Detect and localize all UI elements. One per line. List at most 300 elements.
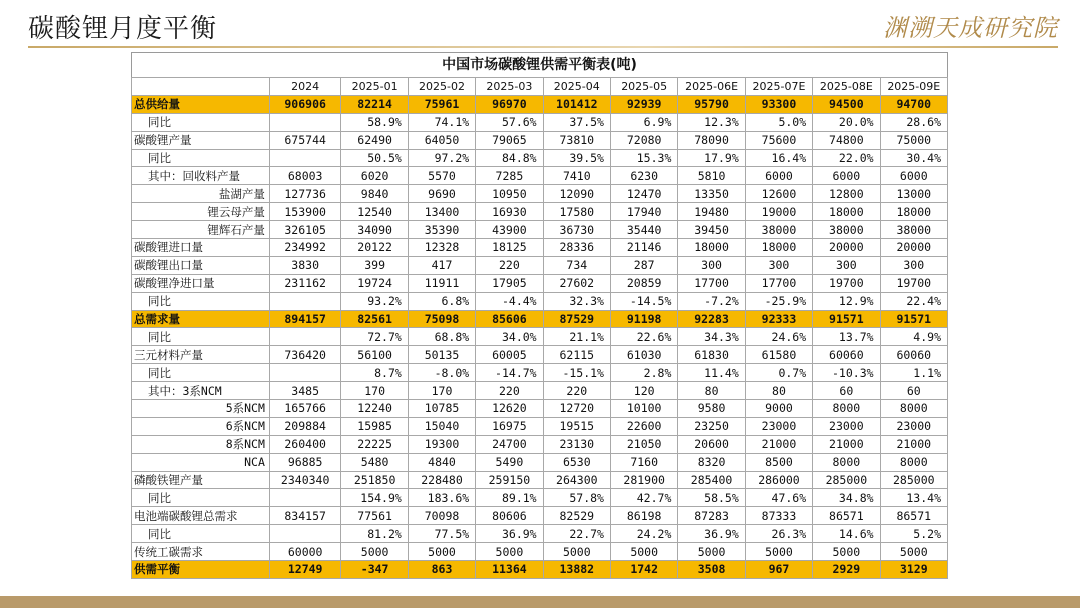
data-cell: -8.0%: [408, 364, 475, 382]
data-cell: 12470: [610, 185, 677, 203]
data-cell: 19515: [543, 417, 610, 435]
data-cell: 7160: [610, 453, 677, 471]
data-cell: 19724: [341, 274, 408, 292]
table-row-total: [132, 561, 948, 579]
data-cell: 75098: [408, 310, 475, 328]
data-cell: 35440: [610, 221, 677, 239]
table-row: [132, 292, 948, 310]
data-cell: 1.1%: [880, 364, 947, 382]
data-cell: 5000: [880, 543, 947, 561]
data-cell: 8000: [880, 400, 947, 418]
data-cell: 23000: [745, 417, 812, 435]
row-label: 电池端碳酸锂总需求: [132, 507, 270, 525]
data-cell: 5490: [476, 453, 543, 471]
data-cell: 260400: [269, 435, 341, 453]
data-cell: 14.6%: [813, 525, 880, 543]
data-cell: 20000: [813, 239, 880, 257]
data-cell: 675744: [269, 131, 341, 149]
data-cell: 8320: [678, 453, 745, 471]
data-cell: 92333: [745, 310, 812, 328]
data-cell: 5000: [476, 543, 543, 561]
data-cell: 19480: [678, 203, 745, 221]
data-cell: 39450: [678, 221, 745, 239]
row-label: 其中：回收料产量: [132, 167, 270, 185]
data-cell: 21000: [745, 435, 812, 453]
header-cell-label: [132, 78, 270, 96]
row-label: 碳酸锂净进口量: [132, 274, 270, 292]
data-cell: 34.0%: [476, 328, 543, 346]
data-cell: 16.4%: [745, 149, 812, 167]
table-row: [132, 417, 948, 435]
row-label: 锂辉石产量: [132, 221, 270, 239]
data-cell: 91571: [813, 310, 880, 328]
data-cell: 17700: [745, 274, 812, 292]
row-label: 同比: [132, 292, 270, 310]
data-cell: 209884: [269, 417, 341, 435]
data-cell: 95790: [678, 95, 745, 113]
data-cell: 85606: [476, 310, 543, 328]
page-title: 碳酸锂月度平衡: [28, 14, 218, 44]
data-cell: 20859: [610, 274, 677, 292]
data-cell: 12.3%: [678, 113, 745, 131]
data-cell: 251850: [341, 471, 408, 489]
data-cell: 60: [880, 382, 947, 400]
data-cell: 7410: [543, 167, 610, 185]
data-cell: 60060: [813, 346, 880, 364]
data-cell: 231162: [269, 274, 341, 292]
data-cell: 5000: [813, 543, 880, 561]
data-cell: -15.1%: [543, 364, 610, 382]
data-cell: 11.4%: [678, 364, 745, 382]
data-cell: 38000: [813, 221, 880, 239]
data-cell: 93.2%: [341, 292, 408, 310]
data-cell: 61830: [678, 346, 745, 364]
data-cell: 3508: [678, 561, 745, 579]
data-cell: 736420: [269, 346, 341, 364]
data-cell: 16975: [476, 417, 543, 435]
header-cell-period: 2025-04: [543, 78, 610, 96]
data-cell: 13350: [678, 185, 745, 203]
data-cell: 6000: [813, 167, 880, 185]
data-cell: 9690: [408, 185, 475, 203]
data-cell: 12720: [543, 400, 610, 418]
data-cell: 5.0%: [745, 113, 812, 131]
table-row-total: [132, 310, 948, 328]
table-row: [132, 131, 948, 149]
data-cell: 264300: [543, 471, 610, 489]
data-cell: 6000: [745, 167, 812, 185]
table-row-total: [132, 95, 948, 113]
data-cell: 22.6%: [610, 328, 677, 346]
data-cell: 734: [543, 256, 610, 274]
data-cell: 56100: [341, 346, 408, 364]
data-cell: 78090: [678, 131, 745, 149]
data-cell: 300: [678, 256, 745, 274]
table-row: [132, 274, 948, 292]
data-cell: 5000: [543, 543, 610, 561]
table-row: [132, 167, 948, 185]
data-cell: 17580: [543, 203, 610, 221]
data-cell: 15.3%: [610, 149, 677, 167]
data-cell: 27602: [543, 274, 610, 292]
data-cell: 6530: [543, 453, 610, 471]
data-cell: 18000: [813, 203, 880, 221]
data-cell: -7.2%: [678, 292, 745, 310]
data-cell: 82214: [341, 95, 408, 113]
row-label: 磷酸铁锂产量: [132, 471, 270, 489]
data-cell: 12328: [408, 239, 475, 257]
data-cell: [269, 525, 341, 543]
data-cell: 286000: [745, 471, 812, 489]
header-cell-period: 2025-07E: [745, 78, 812, 96]
header-cell-period: 2024: [269, 78, 341, 96]
data-cell: 36730: [543, 221, 610, 239]
header-cell-period: 2025-01: [341, 78, 408, 96]
header-cell-period: 2025-02: [408, 78, 475, 96]
table-row: [132, 435, 948, 453]
table-row: [132, 471, 948, 489]
data-cell: 58.5%: [678, 489, 745, 507]
data-cell: 74800: [813, 131, 880, 149]
data-cell: 92939: [610, 95, 677, 113]
data-cell: 16930: [476, 203, 543, 221]
data-cell: 170: [341, 382, 408, 400]
data-cell: 21000: [813, 435, 880, 453]
data-cell: 8000: [813, 400, 880, 418]
table-row: [132, 185, 948, 203]
data-cell: 300: [813, 256, 880, 274]
data-cell: 906906: [269, 95, 341, 113]
data-cell: 26.3%: [745, 525, 812, 543]
data-cell: 96885: [269, 453, 341, 471]
header-cell-period: 2025-09E: [880, 78, 947, 96]
data-cell: 234992: [269, 239, 341, 257]
data-cell: 17.9%: [678, 149, 745, 167]
table-row: [132, 149, 948, 167]
data-cell: 22225: [341, 435, 408, 453]
brand-logo: 渊溯天成研究院: [883, 14, 1058, 42]
data-cell: 20.0%: [813, 113, 880, 131]
data-cell: 153900: [269, 203, 341, 221]
data-cell: 74.1%: [408, 113, 475, 131]
data-cell: 285000: [880, 471, 947, 489]
data-cell: 94700: [880, 95, 947, 113]
table-title: 中国市场碳酸锂供需平衡表(吨): [131, 52, 948, 77]
data-cell: 75961: [408, 95, 475, 113]
data-cell: 10785: [408, 400, 475, 418]
row-label: 供需平衡: [132, 561, 270, 579]
data-cell: 21050: [610, 435, 677, 453]
table-row: [132, 400, 948, 418]
data-cell: 47.6%: [745, 489, 812, 507]
data-cell: [269, 364, 341, 382]
row-label: 碳酸锂产量: [132, 131, 270, 149]
data-cell: 70098: [408, 507, 475, 525]
data-cell: 5000: [341, 543, 408, 561]
data-cell: 22600: [610, 417, 677, 435]
data-cell: 24700: [476, 435, 543, 453]
data-cell: 300: [745, 256, 812, 274]
row-label: 三元材料产量: [132, 346, 270, 364]
data-cell: 281900: [610, 471, 677, 489]
data-cell: 23130: [543, 435, 610, 453]
header-cell-period: 2025-03: [476, 78, 543, 96]
data-cell: 62115: [543, 346, 610, 364]
data-cell: 9580: [678, 400, 745, 418]
data-cell: 92283: [678, 310, 745, 328]
data-cell: 6020: [341, 167, 408, 185]
data-cell: 2340340: [269, 471, 341, 489]
data-cell: 5.2%: [880, 525, 947, 543]
data-cell: 417: [408, 256, 475, 274]
data-cell: 86571: [880, 507, 947, 525]
data-cell: 17700: [678, 274, 745, 292]
row-label: 8系NCM: [132, 435, 270, 453]
table-row: [132, 203, 948, 221]
data-cell: 12540: [341, 203, 408, 221]
data-cell: 9840: [341, 185, 408, 203]
data-cell: 3485: [269, 382, 341, 400]
row-label: 5系NCM: [132, 400, 270, 418]
data-cell: 12090: [543, 185, 610, 203]
data-cell: 5810: [678, 167, 745, 185]
data-cell: 13.4%: [880, 489, 947, 507]
table-row: [132, 489, 948, 507]
data-cell: 19000: [745, 203, 812, 221]
header-divider: [28, 46, 1058, 48]
data-cell: 21146: [610, 239, 677, 257]
data-cell: 6.8%: [408, 292, 475, 310]
data-cell: 18000: [678, 239, 745, 257]
data-cell: 11911: [408, 274, 475, 292]
data-cell: 12600: [745, 185, 812, 203]
data-cell: 68003: [269, 167, 341, 185]
data-cell: -347: [341, 561, 408, 579]
data-cell: 19300: [408, 435, 475, 453]
data-cell: 967: [745, 561, 812, 579]
data-cell: -25.9%: [745, 292, 812, 310]
data-cell: 28336: [543, 239, 610, 257]
data-cell: 36.9%: [678, 525, 745, 543]
data-cell: 6230: [610, 167, 677, 185]
data-cell: 36.9%: [476, 525, 543, 543]
data-cell: 22.7%: [543, 525, 610, 543]
data-cell: 12800: [813, 185, 880, 203]
data-cell: 64050: [408, 131, 475, 149]
data-cell: 5000: [745, 543, 812, 561]
row-label: 碳酸锂出口量: [132, 256, 270, 274]
data-cell: 91198: [610, 310, 677, 328]
data-cell: 86571: [813, 507, 880, 525]
data-cell: 91571: [880, 310, 947, 328]
data-cell: 285000: [813, 471, 880, 489]
data-cell: 20000: [880, 239, 947, 257]
data-cell: 21.1%: [543, 328, 610, 346]
data-cell: 285400: [678, 471, 745, 489]
data-cell: 60000: [269, 543, 341, 561]
row-label: 同比: [132, 149, 270, 167]
table-row: [132, 328, 948, 346]
data-cell: 60060: [880, 346, 947, 364]
data-cell: 1742: [610, 561, 677, 579]
data-cell: 50.5%: [341, 149, 408, 167]
data-cell: [269, 149, 341, 167]
data-cell: 75600: [745, 131, 812, 149]
data-cell: -10.3%: [813, 364, 880, 382]
table-row: [132, 364, 948, 382]
data-cell: 20122: [341, 239, 408, 257]
data-cell: 300: [880, 256, 947, 274]
data-cell: 75000: [880, 131, 947, 149]
data-cell: 220: [543, 382, 610, 400]
data-cell: 894157: [269, 310, 341, 328]
data-cell: 84.8%: [476, 149, 543, 167]
data-cell: 81.2%: [341, 525, 408, 543]
data-cell: 82529: [543, 507, 610, 525]
supply-demand-table: [131, 77, 948, 579]
data-cell: 20600: [678, 435, 745, 453]
data-cell: 15985: [341, 417, 408, 435]
data-cell: 18000: [880, 203, 947, 221]
data-cell: 7285: [476, 167, 543, 185]
data-cell: 77561: [341, 507, 408, 525]
data-cell: 101412: [543, 95, 610, 113]
data-cell: 68.8%: [408, 328, 475, 346]
data-cell: 32.3%: [543, 292, 610, 310]
row-label: 其中：3系NCM: [132, 382, 270, 400]
table-row: [132, 382, 948, 400]
data-cell: 28.6%: [880, 113, 947, 131]
data-cell: 94500: [813, 95, 880, 113]
data-cell: 34.3%: [678, 328, 745, 346]
data-cell: 18125: [476, 239, 543, 257]
data-cell: [269, 328, 341, 346]
data-cell: 154.9%: [341, 489, 408, 507]
table-row: [132, 221, 948, 239]
table-row: [132, 525, 948, 543]
data-cell: 0.7%: [745, 364, 812, 382]
data-cell: 2929: [813, 561, 880, 579]
data-cell: 10100: [610, 400, 677, 418]
data-cell: 61580: [745, 346, 812, 364]
data-cell: 19700: [880, 274, 947, 292]
row-label: 总供给量: [132, 95, 270, 113]
footer-bar: [0, 596, 1080, 608]
data-cell: 60: [813, 382, 880, 400]
row-label: 同比: [132, 525, 270, 543]
data-cell: [269, 113, 341, 131]
data-cell: 834157: [269, 507, 341, 525]
data-cell: 3129: [880, 561, 947, 579]
data-cell: 93300: [745, 95, 812, 113]
header-cell-period: 2025-05: [610, 78, 677, 96]
data-cell: 42.7%: [610, 489, 677, 507]
data-cell: 17905: [476, 274, 543, 292]
data-cell: 170: [408, 382, 475, 400]
data-cell: 57.8%: [543, 489, 610, 507]
data-cell: 165766: [269, 400, 341, 418]
data-cell: 120: [610, 382, 677, 400]
data-cell: 5480: [341, 453, 408, 471]
data-cell: 82561: [341, 310, 408, 328]
data-cell: -14.7%: [476, 364, 543, 382]
data-cell: 62490: [341, 131, 408, 149]
data-cell: 61030: [610, 346, 677, 364]
data-cell: 19700: [813, 274, 880, 292]
data-cell: -14.5%: [610, 292, 677, 310]
data-cell: 23000: [813, 417, 880, 435]
data-cell: 38000: [880, 221, 947, 239]
data-cell: 18000: [745, 239, 812, 257]
table-row: [132, 507, 948, 525]
data-cell: 30.4%: [880, 149, 947, 167]
row-label: 同比: [132, 328, 270, 346]
data-cell: 5000: [610, 543, 677, 561]
data-cell: 50135: [408, 346, 475, 364]
data-cell: 22.0%: [813, 149, 880, 167]
data-cell: 326105: [269, 221, 341, 239]
data-cell: 96970: [476, 95, 543, 113]
data-cell: 287: [610, 256, 677, 274]
data-cell: 80: [678, 382, 745, 400]
row-label: 碳酸锂进口量: [132, 239, 270, 257]
data-cell: [269, 292, 341, 310]
data-cell: 34.8%: [813, 489, 880, 507]
data-cell: 5000: [408, 543, 475, 561]
row-label: 盐湖产量: [132, 185, 270, 203]
row-label: 传统工碳需求: [132, 543, 270, 561]
data-cell: 4.9%: [880, 328, 947, 346]
data-cell: 39.5%: [543, 149, 610, 167]
data-cell: 87333: [745, 507, 812, 525]
table-row: [132, 239, 948, 257]
data-cell: 5570: [408, 167, 475, 185]
data-cell: 38000: [745, 221, 812, 239]
data-cell: 35390: [408, 221, 475, 239]
data-cell: 8500: [745, 453, 812, 471]
data-cell: 5000: [678, 543, 745, 561]
data-cell: 57.6%: [476, 113, 543, 131]
data-cell: 12749: [269, 561, 341, 579]
data-cell: 9000: [745, 400, 812, 418]
data-cell: 8000: [880, 453, 947, 471]
table-row: [132, 256, 948, 274]
row-label: NCA: [132, 453, 270, 471]
data-cell: 11364: [476, 561, 543, 579]
data-cell: 183.6%: [408, 489, 475, 507]
data-cell: 17940: [610, 203, 677, 221]
data-cell: 77.5%: [408, 525, 475, 543]
table-row: [132, 543, 948, 561]
data-cell: 399: [341, 256, 408, 274]
data-cell: 6.9%: [610, 113, 677, 131]
data-cell: 24.6%: [745, 328, 812, 346]
data-cell: 37.5%: [543, 113, 610, 131]
data-cell: 34090: [341, 221, 408, 239]
data-cell: 3830: [269, 256, 341, 274]
data-cell: 10950: [476, 185, 543, 203]
data-cell: 21000: [880, 435, 947, 453]
row-label: 同比: [132, 113, 270, 131]
data-cell: 80: [745, 382, 812, 400]
data-cell: 87283: [678, 507, 745, 525]
data-cell: 12620: [476, 400, 543, 418]
data-cell: 2.8%: [610, 364, 677, 382]
data-cell: -4.4%: [476, 292, 543, 310]
data-cell: 13400: [408, 203, 475, 221]
data-cell: 127736: [269, 185, 341, 203]
data-cell: 22.4%: [880, 292, 947, 310]
